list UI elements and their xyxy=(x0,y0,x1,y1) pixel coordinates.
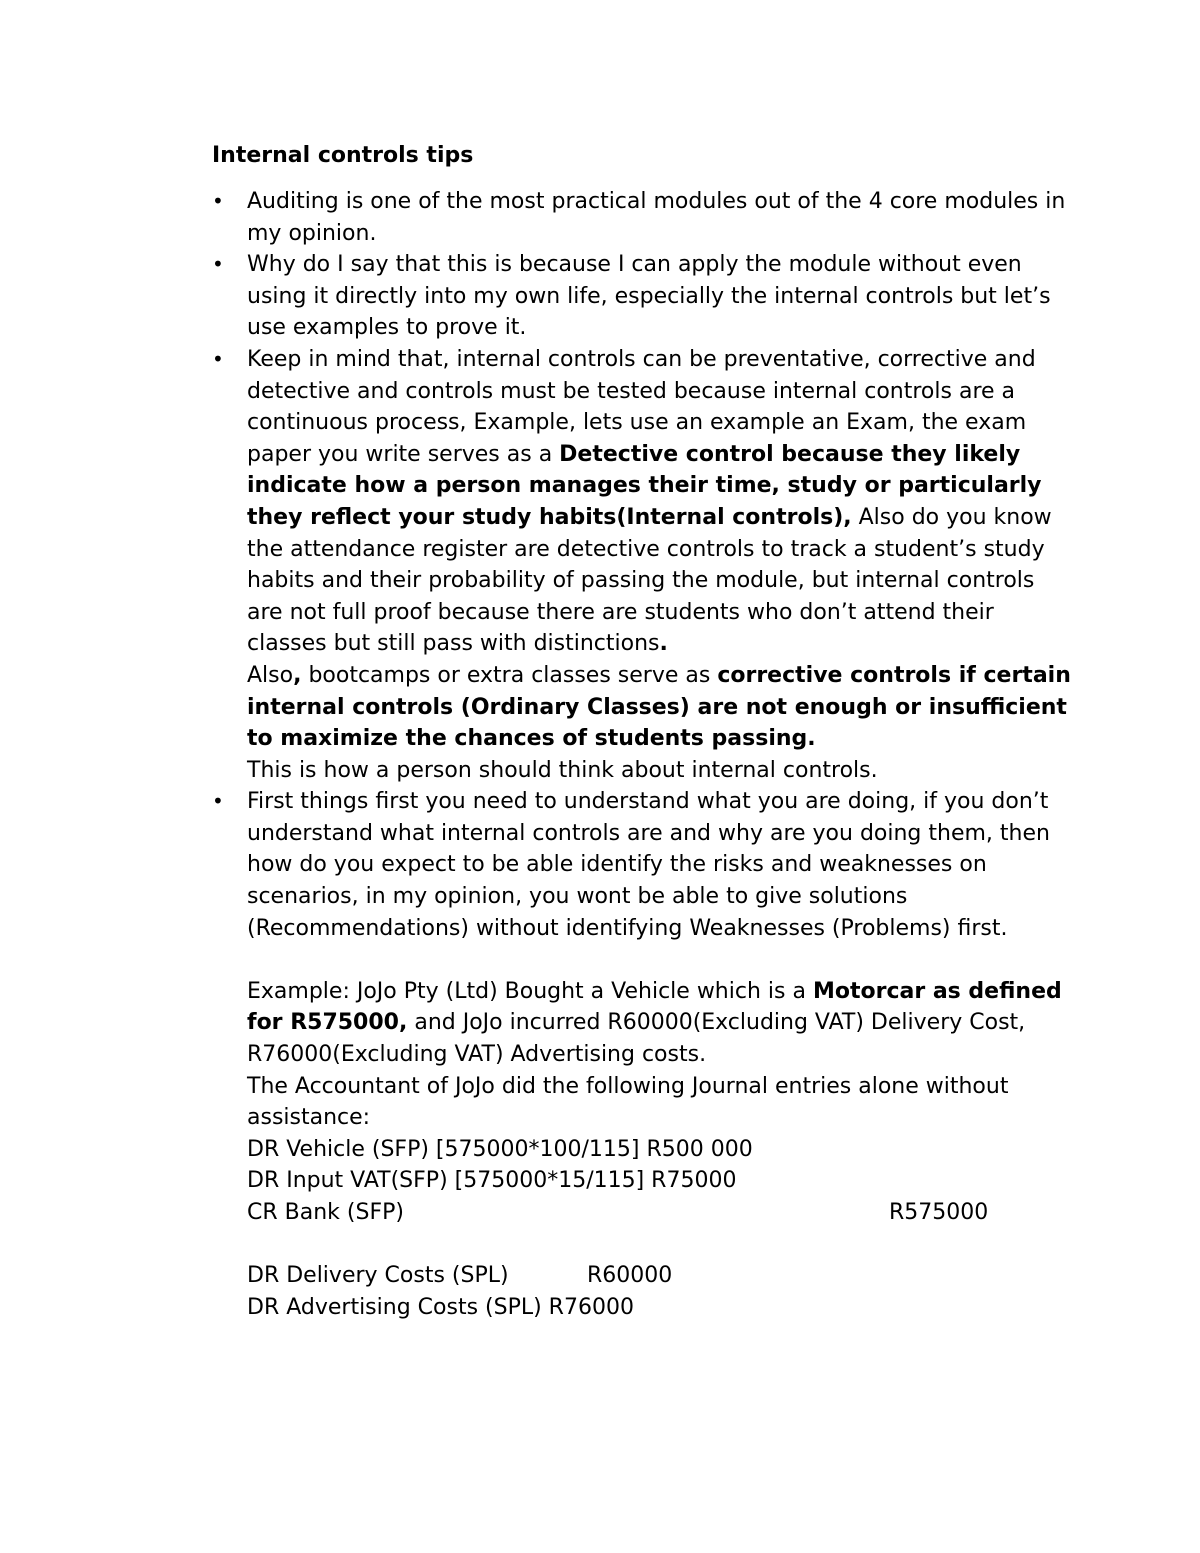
list-item xyxy=(212,786,1072,1323)
journal-entry-line xyxy=(247,1260,1072,1292)
example-paragraph: The Accountant of JoJo did the following Journal entries alone without assistance: xyxy=(247,1073,1009,1131)
journal-entry-line: DR Input VAT(SFP) [575000*15/115] R75000 xyxy=(247,1168,737,1194)
bullet-icon: • xyxy=(212,789,224,814)
item-text: Auditing is one of the most practical modules out of the 4 core modules in my opinion. xyxy=(247,189,1066,246)
journal-entry-label: CR Bank (SFP) xyxy=(247,1200,404,1225)
tips-list xyxy=(212,186,1072,1323)
journal-entry-line xyxy=(247,1197,1072,1229)
journal-entry-amount: R60000 xyxy=(587,1263,673,1289)
bold-text-run: . xyxy=(659,631,668,657)
text-run: Also xyxy=(247,662,294,688)
journal-entry-line: DR Vehicle (SFP) [575000*100/115] R500 000 xyxy=(247,1136,753,1162)
text-run: Also do you know the attendance register are detective controls to track a student’s study habits and their probability of passing the module, but internal controls are not full proof because there are students who don’t attend their classes but still pass with distinctions xyxy=(247,504,1052,657)
blank-line xyxy=(247,944,1072,976)
text-run: Keep in mind that, internal controls can be preventative, corrective and detective and controls must be tested because internal controls are a continuous process, Example, lets use an example an Exam, the exam paper you write serves as a xyxy=(247,346,1036,467)
document-title: Internal controls tips xyxy=(212,143,474,168)
item-paragraph: First things first you need to understand what you are doing, if you don’t understand what internal controls are and why are you doing them, then how do you expect to be able identify the risks and weaknesses on scenarios, in my opinion, you wont be able to give solutions (Recommendations) without identifying Weaknesses (Problems) first. xyxy=(247,789,1050,941)
text-run: Example: JoJo Pty (Ltd) Bought a Vehicle which is a xyxy=(247,978,813,1004)
example-paragraph xyxy=(247,976,1072,1071)
list-item xyxy=(212,186,1072,249)
list-item xyxy=(212,249,1072,344)
item-paragraph xyxy=(247,660,1072,755)
bold-text-run: Motorcar as defined for R575000, xyxy=(247,978,1062,1036)
item-paragraph xyxy=(247,344,1072,660)
item-paragraph: This is how a person should think about internal controls. xyxy=(247,757,878,783)
text-run: bootcamps or extra classes serve as xyxy=(301,662,718,688)
blank-line xyxy=(247,1229,1072,1261)
journal-entry-label: DR Delivery Costs (SPL) xyxy=(247,1263,509,1289)
bold-text-run: corrective controls if certain internal controls (Ordinary Classes) are not enough or insufficient to maximize the chances of students passing. xyxy=(247,662,1071,752)
item-text: Why do I say that this is because I can apply the module without even using it directly into my own life, especially the internal controls but let’s use examples to prove it. xyxy=(247,252,1051,341)
text-run: and JoJo incurred R60000(Excluding VAT) Delivery Cost, R76000(Excluding VAT) Advertising costs. xyxy=(247,1010,1026,1068)
bullet-icon: • xyxy=(212,252,224,277)
list-item xyxy=(212,344,1072,786)
bullet-icon: • xyxy=(212,189,224,213)
bold-text-run: Detective control because they likely indicate how a person manages their time, study or particularly they reflect your study habits(Internal controls), xyxy=(247,441,1042,530)
journal-entry-amount: R575000 xyxy=(889,1200,989,1225)
bold-text-run: , xyxy=(293,662,302,688)
journal-entry-line: DR Advertising Costs (SPL) R76000 xyxy=(247,1294,634,1320)
bullet-icon: • xyxy=(212,346,224,371)
